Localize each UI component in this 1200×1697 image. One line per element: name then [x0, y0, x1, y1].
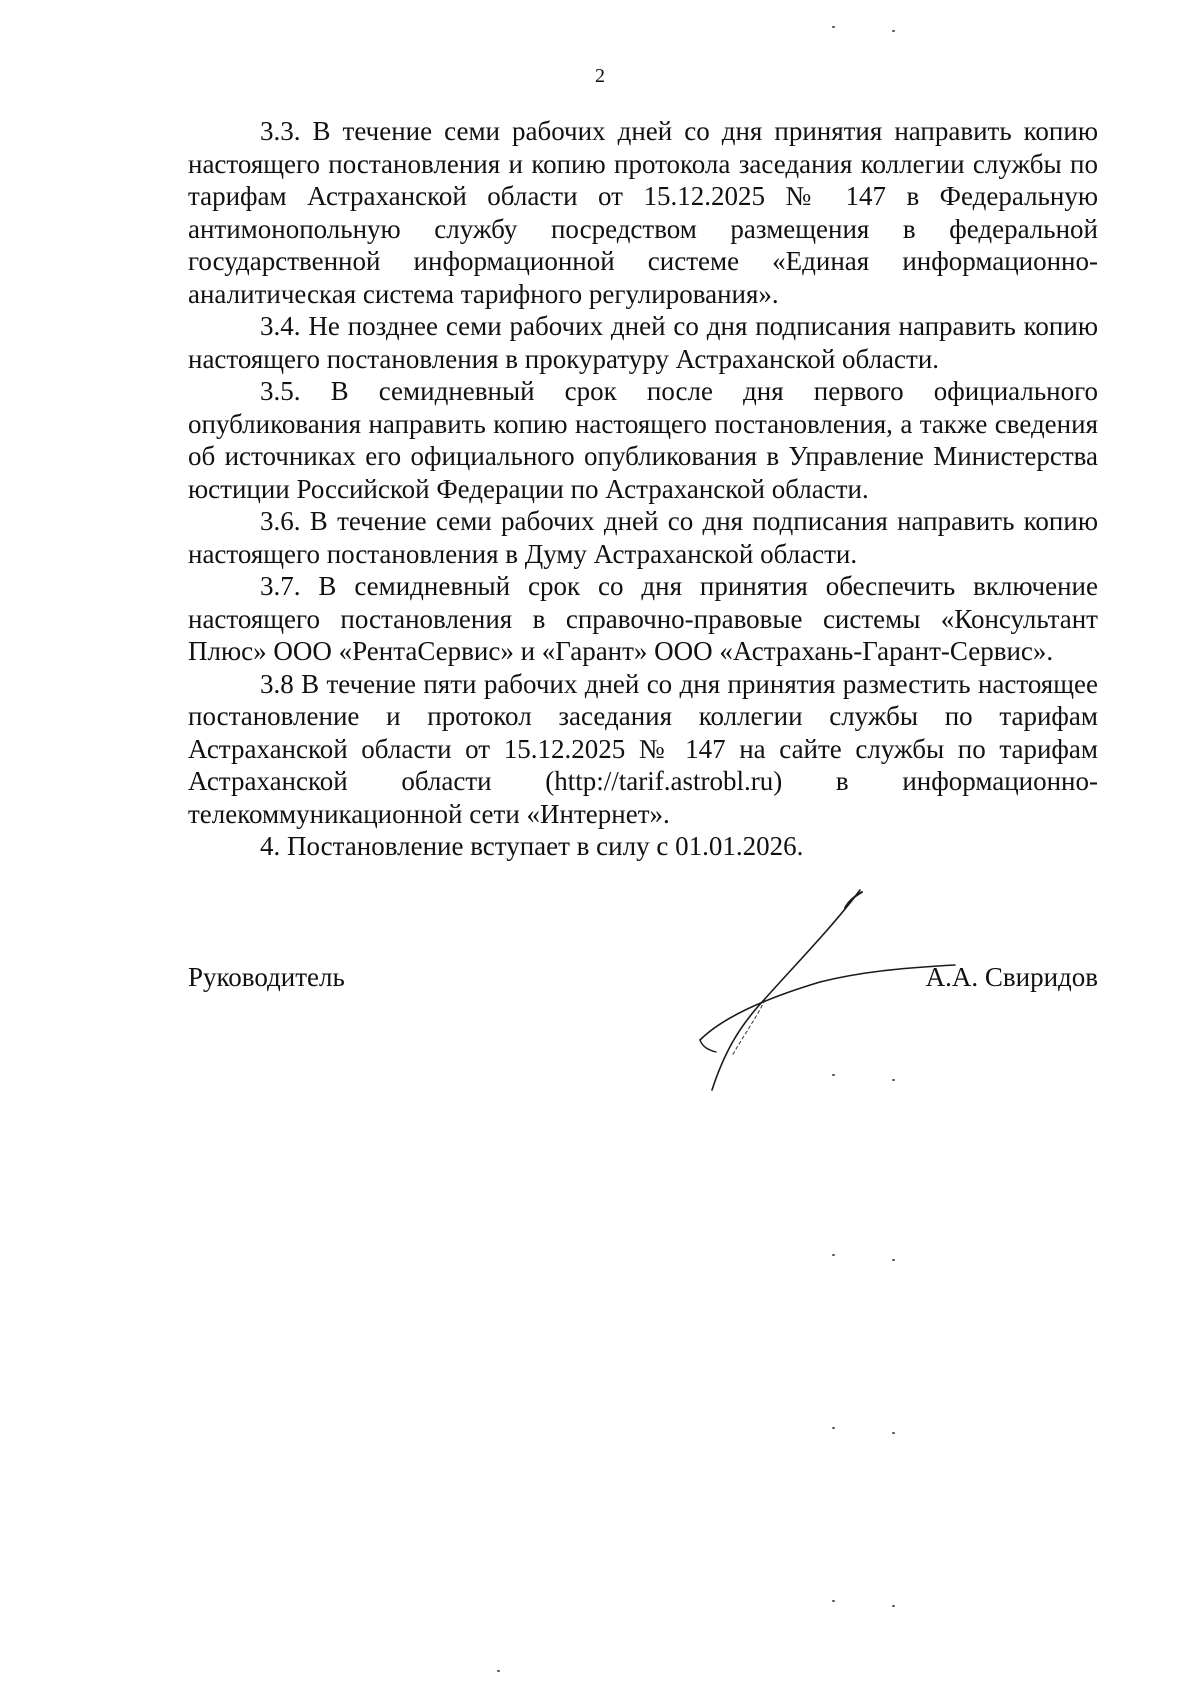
paragraph-3-8: 3.8 В течение пяти рабочих дней со дня принятия разместить настоящее постановление и протокол заседания коллегии службы по тарифам Астраханской области от 15.12.2025 № 147 на сайте службы по тарифам Астраханской области (http://tarif.astrobl.ru) в информационно-телекоммуникационной сети «Интернет».	[188, 668, 1098, 829]
paragraph-3-4: 3.4. Не позднее семи рабочих дней со дня подписания направить копию настоящего постановления в прокуратуру Астраханской области.	[188, 311, 1098, 374]
scan-speck	[832, 26, 835, 28]
signer-position: Руководитель	[188, 962, 345, 992]
scan-speck	[832, 1427, 835, 1429]
scan-speck	[892, 1259, 895, 1261]
paragraph-3-6: 3.6. В течение семи рабочих дней со дня подписания направить копию настоящего постановления в Думу Астраханской области.	[188, 506, 1098, 569]
handwritten-signature-icon	[670, 860, 970, 1100]
scan-speck	[832, 1254, 835, 1256]
scan-speck	[892, 1432, 895, 1434]
paragraph-3-7: 3.7. В семидневный срок со дня принятия обеспечить включение настоящего постановления в справочно-правовые системы «Консультант Плюс» ООО «РентаСервис» и «Гарант» ООО «Астрахань-Гарант-Сервис».	[188, 571, 1098, 666]
scan-speck	[892, 1079, 895, 1081]
signer-name: А.А. Свиридов	[925, 962, 1098, 992]
scan-speck	[497, 1670, 500, 1672]
paragraph-3-3: 3.3. В течение семи рабочих дней со дня принятия направить копию настоящего постановления и копию протокола заседания коллегии службы по тарифам Астраханской области от 15.12.2025 № 147 в Федеральную антимонопольную службу посредством размещения в федеральной государственной информационной системе «Единая информационно-аналитическая система тарифного регулирования».	[188, 116, 1098, 309]
paragraph-4: 4. Постановление вступает в силу с 01.01.2026.	[260, 831, 804, 861]
scan-speck	[832, 1074, 835, 1076]
scan-speck	[832, 1600, 835, 1602]
scan-speck	[892, 1605, 895, 1607]
scan-speck	[892, 30, 895, 32]
page-number: 2	[595, 65, 605, 87]
document-body	[188, 115, 1098, 863]
paragraph-3-5: 3.5. В семидневный срок после дня первого официального опубликования направить копию настоящего постановления, а также сведения об источниках его официального опубликования в Управление Министерства юстиции Российской Федерации по Астраханской области.	[188, 376, 1098, 504]
